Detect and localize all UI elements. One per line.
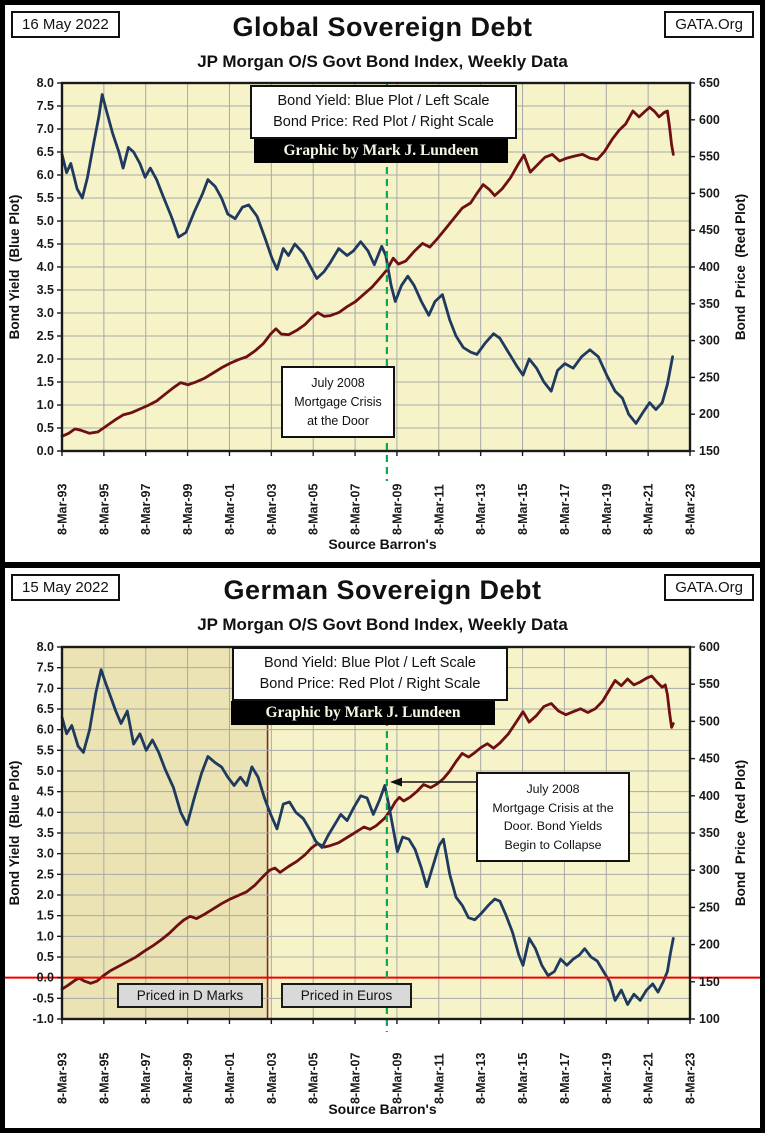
x-tick-label: 8-Mar-17: [557, 483, 572, 535]
left-tick-label: 4.5: [36, 784, 54, 799]
x-tick-label: 8-Mar-07: [348, 483, 363, 535]
left-tick-label: 5.5: [36, 191, 54, 205]
right-axis-title: Bond Price (Red Plot): [733, 193, 748, 341]
note-line: Mortgage Crisis: [294, 394, 382, 409]
credit-bar: Graphic by Mark J. Lundeen: [254, 139, 508, 163]
left-tick-label: 3.0: [36, 306, 54, 320]
x-tick-label: 8-Mar-19: [599, 1052, 614, 1104]
right-tick-label: 200: [699, 937, 720, 952]
x-tick-label: 8-Mar-05: [306, 1052, 321, 1104]
right-tick-label: 450: [699, 751, 720, 766]
date-label: 16 May 2022: [22, 16, 109, 33]
left-tick-label: -1.0: [32, 1012, 54, 1026]
x-tick-label: 8-Mar-05: [306, 483, 321, 535]
right-axis-title: Bond Price (Red Plot): [733, 759, 748, 907]
x-tick-label: 8-Mar-95: [97, 483, 112, 535]
left-tick-label: 6.5: [36, 702, 54, 716]
x-tick-label: 8-Mar-99: [181, 483, 196, 535]
date-box: [11, 574, 120, 601]
x-tick-label: 8-Mar-23: [683, 483, 698, 535]
x-tick-label: 8-Mar-19: [599, 483, 614, 535]
right-tick-label: 350: [699, 826, 720, 840]
org-box: [664, 11, 754, 38]
left-tick-label: 2.5: [36, 867, 54, 882]
org-label: GATA.Org: [675, 16, 743, 33]
legend-yield-entry: Bond Yield: Blue Plot / Left Scale: [277, 93, 490, 109]
x-tick-label: 8-Mar-11: [432, 1053, 447, 1104]
mortgage-crisis-note: [281, 366, 395, 438]
x-tick-label: 8-Mar-21: [641, 483, 656, 535]
left-tick-label: 4.5: [36, 237, 54, 251]
right-tick-label: 150: [699, 444, 720, 458]
right-tick-label: 250: [699, 370, 720, 385]
note-line: July 2008: [526, 782, 580, 796]
chart-subtitle: JP Morgan O/S Govt Bond Index, Weekly Data: [197, 615, 568, 634]
right-tick-label: 100: [699, 1012, 720, 1026]
left-tick-label: 6.5: [36, 145, 54, 159]
right-tick-label: 500: [699, 186, 720, 201]
date-box: [11, 11, 120, 38]
left-tick-label: 4.0: [36, 260, 54, 274]
x-tick-label: 8-Mar-93: [55, 483, 70, 535]
x-tick-label: 8-Mar-97: [139, 1052, 154, 1104]
x-tick-label: 8-Mar-03: [264, 1052, 279, 1104]
left-tick-label: 8.0: [36, 76, 54, 90]
left-tick-label: 7.0: [36, 681, 54, 696]
right-tick-label: 550: [699, 677, 720, 692]
note-line: at the Door: [307, 413, 369, 428]
left-tick-label: 1.5: [36, 375, 54, 389]
left-tick-label: 7.5: [36, 99, 54, 113]
x-tick-label: 8-Mar-97: [139, 483, 154, 535]
note-line: Begin to Collapse: [504, 837, 602, 852]
right-tick-label: 300: [699, 333, 720, 348]
right-tick-label: 300: [699, 863, 720, 878]
right-tick-label: 400: [699, 788, 720, 803]
x-tick-label: 8-Mar-15: [516, 1052, 531, 1104]
note-line: Door. Bond Yields: [503, 819, 603, 834]
org-label: GATA.Org: [675, 579, 743, 596]
x-tick-label: 8-Mar-01: [222, 1052, 237, 1104]
x-tick-label: 8-Mar-15: [516, 483, 531, 535]
x-tick-label: 8-Mar-09: [390, 483, 405, 535]
left-tick-label: 0.5: [36, 950, 54, 964]
mortgage-crisis-note: [476, 772, 630, 862]
right-tick-label: 150: [699, 974, 720, 989]
source-label: Source Barron's: [328, 536, 437, 552]
priced-in-euros-label: Priced in Euros: [281, 983, 412, 1008]
legend-yield-entry: Bond Yield: Blue Plot / Left Scale: [264, 655, 476, 671]
x-tick-label: 8-Mar-93: [55, 1052, 70, 1104]
x-tick-label: 8-Mar-13: [474, 1052, 489, 1104]
right-tick-label: 500: [699, 714, 720, 729]
x-tick-label: 8-Mar-01: [222, 483, 237, 535]
x-tick-label: 8-Mar-07: [348, 1052, 363, 1104]
left-tick-label: -0.5: [32, 991, 54, 1006]
source-label: Source Barron's: [328, 1101, 437, 1117]
left-tick-label: 1.0: [36, 398, 54, 412]
x-tick-label: 8-Mar-17: [557, 1052, 572, 1104]
left-tick-label: 0.0: [36, 970, 54, 985]
german-chart-section: [5, 568, 760, 1128]
page-title: German Sovereign Debt: [223, 575, 542, 605]
left-tick-label: 1.5: [36, 908, 54, 923]
right-tick-label: 600: [699, 640, 720, 654]
x-tick-label: 8-Mar-99: [181, 1052, 196, 1104]
left-tick-label: 2.0: [36, 352, 54, 366]
x-tick-label: 8-Mar-23: [683, 1052, 698, 1104]
left-tick-label: 6.0: [36, 168, 54, 182]
left-tick-label: 2.5: [36, 329, 54, 343]
left-tick-label: 7.5: [36, 660, 54, 675]
right-tick-label: 250: [699, 900, 720, 915]
left-tick-label: 0.0: [36, 444, 54, 458]
left-axis-title: Bond Yield (Blue Plot): [7, 194, 22, 340]
left-tick-label: 8.0: [36, 640, 54, 654]
x-tick-label: 8-Mar-95: [97, 1052, 112, 1104]
left-tick-label: 7.0: [36, 122, 54, 136]
right-tick-label: 200: [699, 407, 720, 422]
left-tick-label: 6.0: [36, 722, 54, 737]
left-tick-label: 5.5: [36, 743, 54, 758]
priced-in-dmarks-label: Priced in D Marks: [117, 983, 263, 1008]
note-line: July 2008: [311, 376, 365, 390]
x-tick-label: 8-Mar-21: [641, 1052, 656, 1104]
right-tick-label: 400: [699, 260, 720, 274]
x-tick-label: 8-Mar-03: [264, 483, 279, 535]
credit-bar: Graphic by Mark J. Lundeen: [231, 701, 495, 725]
left-tick-label: 5.0: [36, 214, 54, 228]
left-tick-label: 3.0: [36, 846, 54, 861]
legend-box: [250, 85, 517, 139]
x-tick-label: 8-Mar-09: [390, 1052, 405, 1104]
legend-box: [232, 647, 508, 701]
right-tick-label: 600: [699, 112, 720, 127]
note-line: Mortgage Crisis at the: [492, 800, 614, 815]
left-tick-label: 1.0: [36, 929, 54, 944]
page-title: Global Sovereign Debt: [232, 12, 533, 42]
left-tick-label: 2.0: [36, 888, 54, 902]
left-tick-label: 3.5: [36, 826, 54, 840]
left-axis-title: Bond Yield (Blue Plot): [7, 760, 22, 906]
chart-subtitle: JP Morgan O/S Govt Bond Index, Weekly Data: [197, 52, 568, 71]
date-label: 15 May 2022: [22, 579, 109, 596]
x-tick-label: 8-Mar-11: [432, 484, 447, 535]
left-tick-label: 5.0: [36, 764, 54, 778]
right-tick-label: 350: [699, 296, 720, 311]
right-tick-label: 550: [699, 149, 720, 164]
legend-price-entry: Bond Price: Red Plot / Right Scale: [273, 114, 494, 131]
left-tick-label: 0.5: [36, 421, 54, 435]
right-tick-label: 650: [699, 76, 720, 90]
right-tick-label: 450: [699, 223, 720, 238]
global-chart-section: [5, 5, 760, 562]
x-tick-label: 8-Mar-13: [474, 483, 489, 535]
left-tick-label: 3.5: [36, 283, 54, 297]
left-tick-label: 4.0: [36, 805, 54, 820]
org-box: [664, 574, 754, 601]
legend-price-entry: Bond Price: Red Plot / Right Scale: [259, 676, 481, 693]
